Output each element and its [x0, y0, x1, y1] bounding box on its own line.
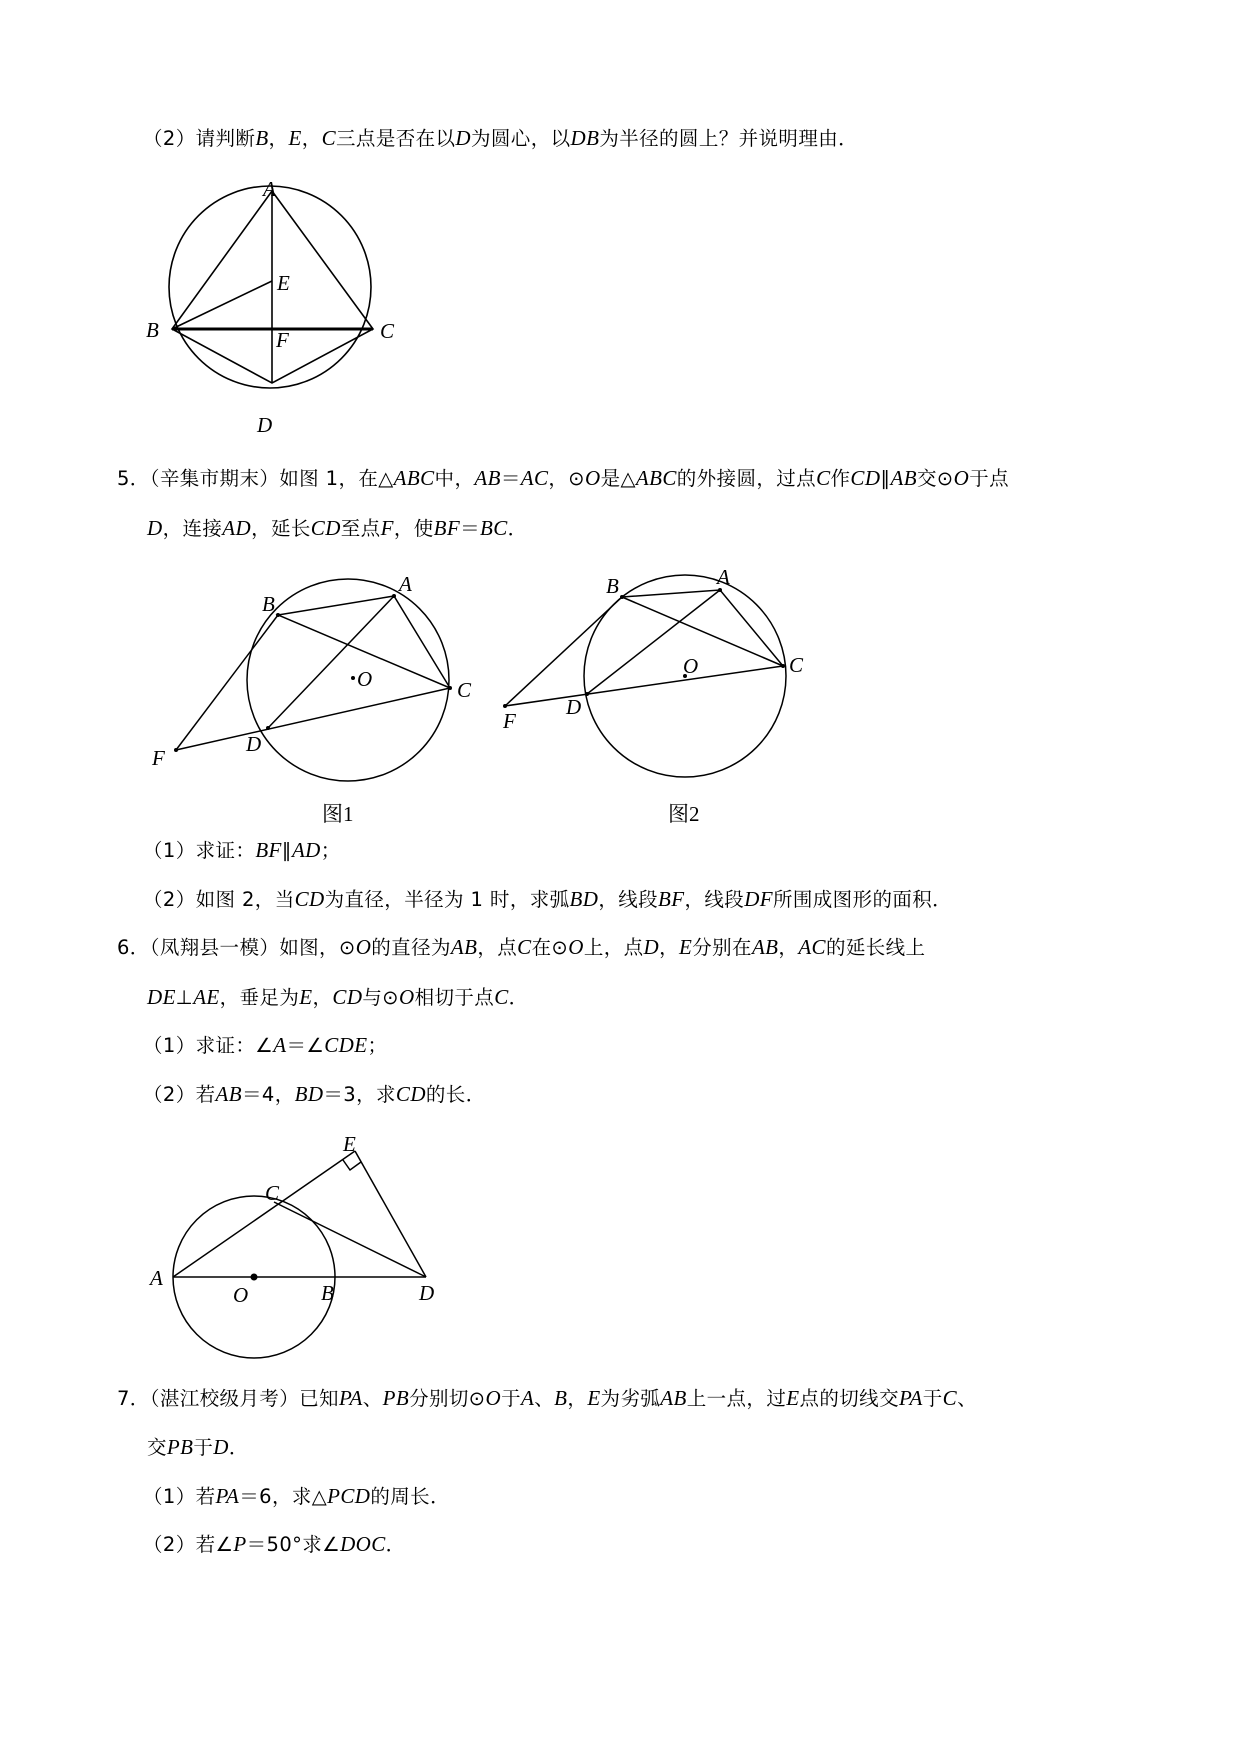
q6-line1: 6．（凤翔县一模）如图，⊙O的直径为AB，点C在⊙O上，点D，E分别在AB，AC的延长线上 — [117, 935, 926, 959]
center-dot-O — [251, 1274, 258, 1281]
q7-part1: （1）若PA＝6，求△PCD的周长． — [143, 1484, 450, 1508]
label-F: F — [276, 328, 289, 352]
q6-part1: （1）求证：∠A＝∠CDE； — [143, 1033, 388, 1057]
q6-label-B: B — [321, 1281, 334, 1305]
fig2-label-D: D — [566, 695, 582, 719]
q7-part2: （2）若∠P＝50°求∠DOC． — [143, 1532, 406, 1556]
fig2-label-A: A — [717, 565, 730, 589]
fig1-label-C: C — [457, 678, 472, 702]
label-A: A — [263, 177, 276, 201]
q5-part1: （1）求证：BF∥AD； — [143, 838, 341, 862]
q6-label-D: D — [419, 1281, 435, 1305]
fig2-label-F: F — [503, 709, 516, 733]
q6-label-E: E — [343, 1132, 356, 1156]
fig1-label-B: B — [262, 592, 275, 616]
q7-line2: 交PB于D． — [147, 1435, 249, 1459]
fig1-label-O: O — [357, 667, 373, 691]
q5-line1: 5．（辛集市期末）如图 1，在△ABC中，AB＝AC，⊙O是△ABC的外接圆，过点C作CD∥AB交⊙O于点 — [117, 466, 1010, 490]
fig1-label-F: F — [152, 746, 165, 770]
fig2-label-B: B — [606, 574, 619, 598]
q5-line2: D，连接AD，延长CD至点F，使BF＝BC． — [147, 516, 528, 540]
fig2-label-O: O — [683, 654, 699, 678]
q5-part2: （2）如图 2，当CD为直径，半径为 1 时，求弧BD，线段BF，线段DF所围成图形的面积． — [143, 887, 953, 911]
fig1-caption: 图1 — [322, 802, 354, 826]
q6-label-C: C — [265, 1181, 280, 1205]
q7-line1: 7．（湛江校级月考）已知PA、PB分别切⊙O于A、B，E为劣弧AB上一点，过E点的切线交PA于C、 — [117, 1386, 977, 1410]
label-B: B — [146, 318, 159, 342]
fig2-label-C: C — [789, 653, 804, 677]
label-D: D — [257, 413, 273, 437]
fig2-caption: 图2 — [668, 802, 700, 826]
fig1-label-A: A — [399, 572, 412, 596]
q4-part2: （2）请判断B，E，C三点是否在以D为圆心，以DB为半径的圆上？并说明理由． — [143, 126, 859, 150]
label-E: E — [277, 271, 290, 295]
q6-label-A: A — [150, 1266, 163, 1290]
q6-part2: （2）若AB＝4，BD＝3，求CD的长． — [143, 1082, 486, 1106]
q6-line2: DE⊥AE，垂足为E，CD与⊙O相切于点C． — [147, 985, 529, 1009]
label-C: C — [380, 319, 395, 343]
q6-label-O: O — [233, 1283, 249, 1307]
fig1-label-D: D — [246, 732, 262, 756]
